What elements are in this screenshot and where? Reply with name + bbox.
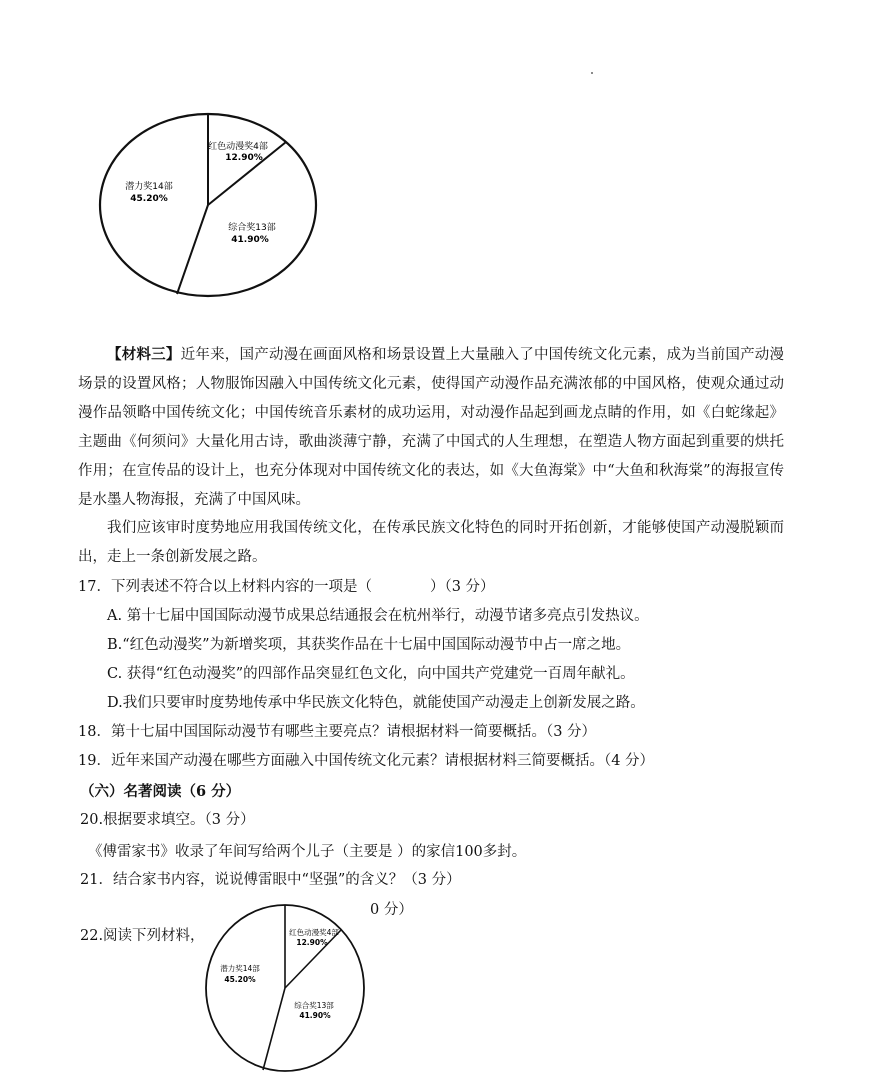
q21: 21．结合家书内容，说说傅雷眼中“坚强”的含义？（3 分） [80,872,461,888]
q17-stem: 17．下列表述不符合以上材料内容的一项是（ ）（3 分） [78,579,495,595]
slice-label-red-animation: 红色动漫奖4部 [289,928,339,937]
q17-option-c: C. 获得“红色动漫奖”的四部作品突显红色文化，向中国共产党建党一百周年献礼。 [107,666,635,682]
slice-percent-comprehensive: 41.90% [231,235,269,245]
slice-label-potential: 潜力奖14部 [220,964,260,973]
material3-paragraph [78,340,784,515]
q17-option-a: A. 第十七届中国国际动漫节成果总结通报会在杭州举行，动漫节诸多亮点引发热议。 [107,608,649,624]
slice-label-potential: 潜力奖14部 [125,182,173,192]
pie-chart-top [98,112,324,304]
slice-percent-potential: 45.20% [224,975,256,984]
slice-label-red-animation: 红色动漫奖4部 [208,142,268,152]
slice-percent-comprehensive: 41.90% [299,1011,331,1020]
slice-percent-potential: 45.20% [130,194,168,204]
slice-label-comprehensive: 综合奖13部 [228,223,276,233]
q19: 19．近年来国产动漫在哪些方面融入中国传统文化元素？请根据材料三简要概括。（4 分） [78,753,655,769]
material3-paragraph-2: 我们应该审时度势地应用我国传统文化，在传承民族文化特色的同时开拓创新，才能够使国产动漫脱颖而出，走上一条创新发展之路。 [78,520,784,565]
slice-label-comprehensive: 综合奖13部 [294,1001,334,1010]
pie-chart-bottom [202,896,368,1072]
q18: 18．第十七届中国国际动漫节有哪些主要亮点？请根据材料一简要概括。（3 分） [78,724,597,740]
stray-dot [591,72,593,74]
material3-text: 近年来，国产动漫在画面风格和场景设置上大量融入了中国传统文化元素，成为当前国产动漫场景的设置风格；人物服饰因融入中国传统文化元素，使得国产动漫作品充满浓郁的中国风格，使观众通过动漫作品领略中国传统文化；中国传统音乐素材的成功运用，对动漫作品起到画龙点睛的作用，如《白蛇缘起》主题曲《何须问》大量化用古诗，歌曲淡薄宁静，充满了中国式的人生理想，在塑造人物方面起到重要的烘托作用；在宣传品的设计上，也充分体现对中国传统文化的表达，如《大鱼海棠》中“大鱼和秋海棠”的海报宣传是水墨人物海报，充满了中国风味。 [78,347,785,508]
score-fragment: 0 分） [370,902,413,918]
q17-option-b: B.“红色动漫奖”为新增奖项，其获奖作品在十七届中国国际动漫节中占一席之地。 [107,637,631,653]
q17-option-d: D.我们只要审时度势地传承中华民族文化特色，就能使国产动漫走上创新发展之路。 [107,695,645,711]
slice-percent-red-animation: 12.90% [296,938,328,947]
q20-fill-line: 《傅雷家书》收录了年间写给两个儿子（主要是 ）的家信100多封。 [88,844,527,860]
section6-heading: （六）名著阅读（6 分） [80,783,241,800]
material3-heading: 【材料三】 [107,346,181,363]
q20: 20.根据要求填空。（3 分） [80,812,255,828]
slice-percent-red-animation: 12.90% [225,153,263,163]
q22: 22.阅读下列材料， [80,928,205,944]
